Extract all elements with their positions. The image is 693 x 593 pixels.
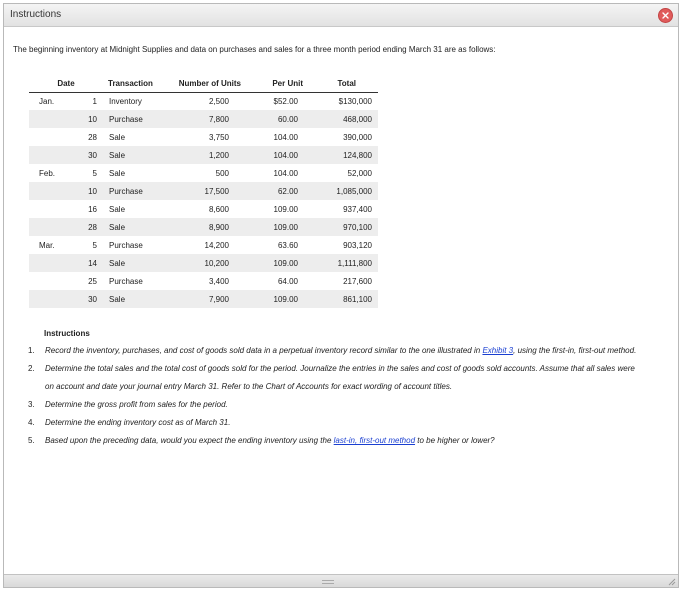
- cell-transaction: Sale: [109, 204, 126, 214]
- cell-total: 468,000: [313, 110, 378, 128]
- cell-units: 8,900: [167, 218, 249, 236]
- cell-total: 1,085,000: [313, 182, 378, 200]
- header-units: Number of Units: [167, 76, 249, 92]
- instruction-text: , using the first-in, first-out method.: [513, 346, 637, 355]
- cell-transaction: Sale: [109, 168, 126, 178]
- cell-units: 17,500: [167, 182, 249, 200]
- header-transaction: Transaction: [103, 76, 167, 92]
- cell-transaction: Sale: [103, 290, 167, 308]
- table-row: [29, 218, 378, 236]
- instruction-number: 4.: [28, 418, 35, 427]
- table-row: [29, 200, 378, 218]
- cell-month: [29, 272, 67, 290]
- cell-day: 10: [67, 182, 103, 200]
- cell-day: 25: [88, 276, 97, 286]
- cell-day: 30: [67, 290, 103, 308]
- instruction-item: [28, 342, 643, 360]
- cell-month: [29, 254, 67, 272]
- table-row: [29, 272, 378, 290]
- instruction-item: [28, 432, 643, 450]
- cell-units: 7,900: [167, 290, 249, 308]
- exhibit-3-link[interactable]: Exhibit 3: [482, 346, 514, 355]
- cell-units: 2,500: [208, 96, 229, 106]
- cell-total: $130,000: [338, 96, 372, 106]
- cell-units: 7,800: [167, 110, 249, 128]
- instructions-list: [28, 342, 643, 450]
- cell-total: 903,120: [343, 240, 372, 250]
- cell-day: 5: [92, 168, 97, 178]
- title-bar[interactable]: [4, 4, 678, 27]
- cell-transaction: Sale: [103, 146, 167, 164]
- instruction-number: 5.: [28, 436, 35, 445]
- cell-transaction: Purchase: [103, 182, 167, 200]
- close-icon: [662, 12, 669, 19]
- instruction-number: 2.: [28, 364, 35, 373]
- cell-total: 970,100: [313, 218, 378, 236]
- window-title: Instructions: [10, 9, 62, 20]
- cell-transaction: Sale: [109, 132, 126, 142]
- cell-transaction: Inventory: [109, 96, 142, 106]
- cell-per-unit: 60.00: [249, 110, 313, 128]
- cell-per-unit: 109.00: [249, 254, 313, 272]
- table-header-row: [29, 76, 378, 92]
- header-per-unit: Per Unit: [249, 76, 313, 92]
- cell-day: 28: [88, 132, 97, 142]
- instruction-text: Determine the total sales and the total cost of goods sold for the period. Journalize the entries in the sales and cost of goods sold accounts. Assume that all sales were on account and date your journal entry March 31. Refer to the Chart of Accounts for exact wording of account titles.: [45, 364, 635, 391]
- header-total: Total: [313, 76, 378, 92]
- table-row: [29, 128, 378, 146]
- cell-per-unit: $52.00: [273, 96, 298, 106]
- cell-total: 861,100: [313, 290, 378, 308]
- cell-total: 52,000: [347, 168, 372, 178]
- cell-per-unit: 64.00: [277, 276, 298, 286]
- cell-month: [29, 146, 67, 164]
- cell-per-unit: 109.00: [249, 290, 313, 308]
- cell-units: 14,200: [204, 240, 229, 250]
- cell-month: [29, 110, 67, 128]
- cell-units: 1,200: [167, 146, 249, 164]
- cell-month: [29, 200, 67, 218]
- cell-total: 390,000: [343, 132, 372, 142]
- cell-per-unit: 104.00: [249, 146, 313, 164]
- cell-day: 14: [67, 254, 103, 272]
- instruction-text: Determine the ending inventory cost as of March 31.: [45, 418, 231, 427]
- cell-total: 1,111,800: [313, 254, 378, 272]
- cell-day: 10: [67, 110, 103, 128]
- cell-per-unit: 109.00: [273, 204, 298, 214]
- cell-month: Jan.: [39, 96, 55, 106]
- cell-units: 8,600: [208, 204, 229, 214]
- cell-total: 217,600: [343, 276, 372, 286]
- close-button[interactable]: [658, 8, 673, 23]
- cell-day: 5: [92, 240, 97, 250]
- instruction-number: 3.: [28, 400, 35, 409]
- cell-per-unit: 63.60: [277, 240, 298, 250]
- instructions-heading: Instructions: [44, 329, 90, 338]
- cell-month: [29, 128, 67, 146]
- instruction-text: Based upon the preceding data, would you expect the ending inventory using the: [45, 436, 334, 445]
- instruction-text: Determine the gross profit from sales for the period.: [45, 400, 228, 409]
- cell-units: 3,400: [208, 276, 229, 286]
- cell-total: 124,800: [313, 146, 378, 164]
- instructions-window: [3, 3, 679, 588]
- cell-transaction: Purchase: [103, 110, 167, 128]
- cell-day: 30: [67, 146, 103, 164]
- cell-transaction: Sale: [103, 218, 167, 236]
- cell-day: 16: [88, 204, 97, 214]
- cell-transaction: Purchase: [109, 240, 143, 250]
- table-row: [29, 236, 378, 254]
- cell-day: 1: [92, 96, 97, 106]
- cell-per-unit: 104.00: [273, 168, 298, 178]
- table-row: [29, 164, 378, 182]
- cell-per-unit: 62.00: [249, 182, 313, 200]
- table-row: [29, 110, 378, 128]
- cell-total: 937,400: [343, 204, 372, 214]
- cell-units: 3,750: [208, 132, 229, 142]
- cell-month: Feb.: [39, 168, 56, 178]
- table-row: [29, 182, 378, 200]
- table-row: [29, 254, 378, 272]
- cell-month: [29, 182, 67, 200]
- instruction-number: 1.: [28, 346, 35, 355]
- instruction-item: [28, 414, 643, 432]
- header-date: Date: [29, 76, 103, 92]
- cell-transaction: Purchase: [109, 276, 143, 286]
- instruction-item: [28, 360, 643, 396]
- bottom-bar: [4, 574, 678, 587]
- intro-text: The beginning inventory at Midnight Supplies and data on purchases and sales for a three month period ending March 31 are as follows:: [13, 45, 496, 54]
- cell-per-unit: 104.00: [273, 132, 298, 142]
- cell-month: Mar.: [39, 240, 55, 250]
- inventory-table: [29, 76, 378, 308]
- table-row: [29, 290, 378, 308]
- instruction-text: Record the inventory, purchases, and cost of goods sold data in a perpetual inventory record similar to the one illustrated in: [45, 346, 483, 355]
- cell-day: 28: [67, 218, 103, 236]
- instruction-item: [28, 396, 643, 414]
- lifo-method-link[interactable]: last-in, first-out method: [333, 436, 416, 445]
- table-row: [29, 92, 378, 110]
- cell-units: 500: [215, 168, 229, 178]
- cell-month: [29, 290, 67, 308]
- grip-icon[interactable]: [322, 580, 334, 584]
- resize-handle-icon[interactable]: [667, 577, 676, 586]
- cell-transaction: Sale: [103, 254, 167, 272]
- cell-month: [29, 218, 67, 236]
- table-row: [29, 146, 378, 164]
- instruction-text: to be higher or lower?: [415, 436, 495, 445]
- cell-per-unit: 109.00: [249, 218, 313, 236]
- cell-units: 10,200: [167, 254, 249, 272]
